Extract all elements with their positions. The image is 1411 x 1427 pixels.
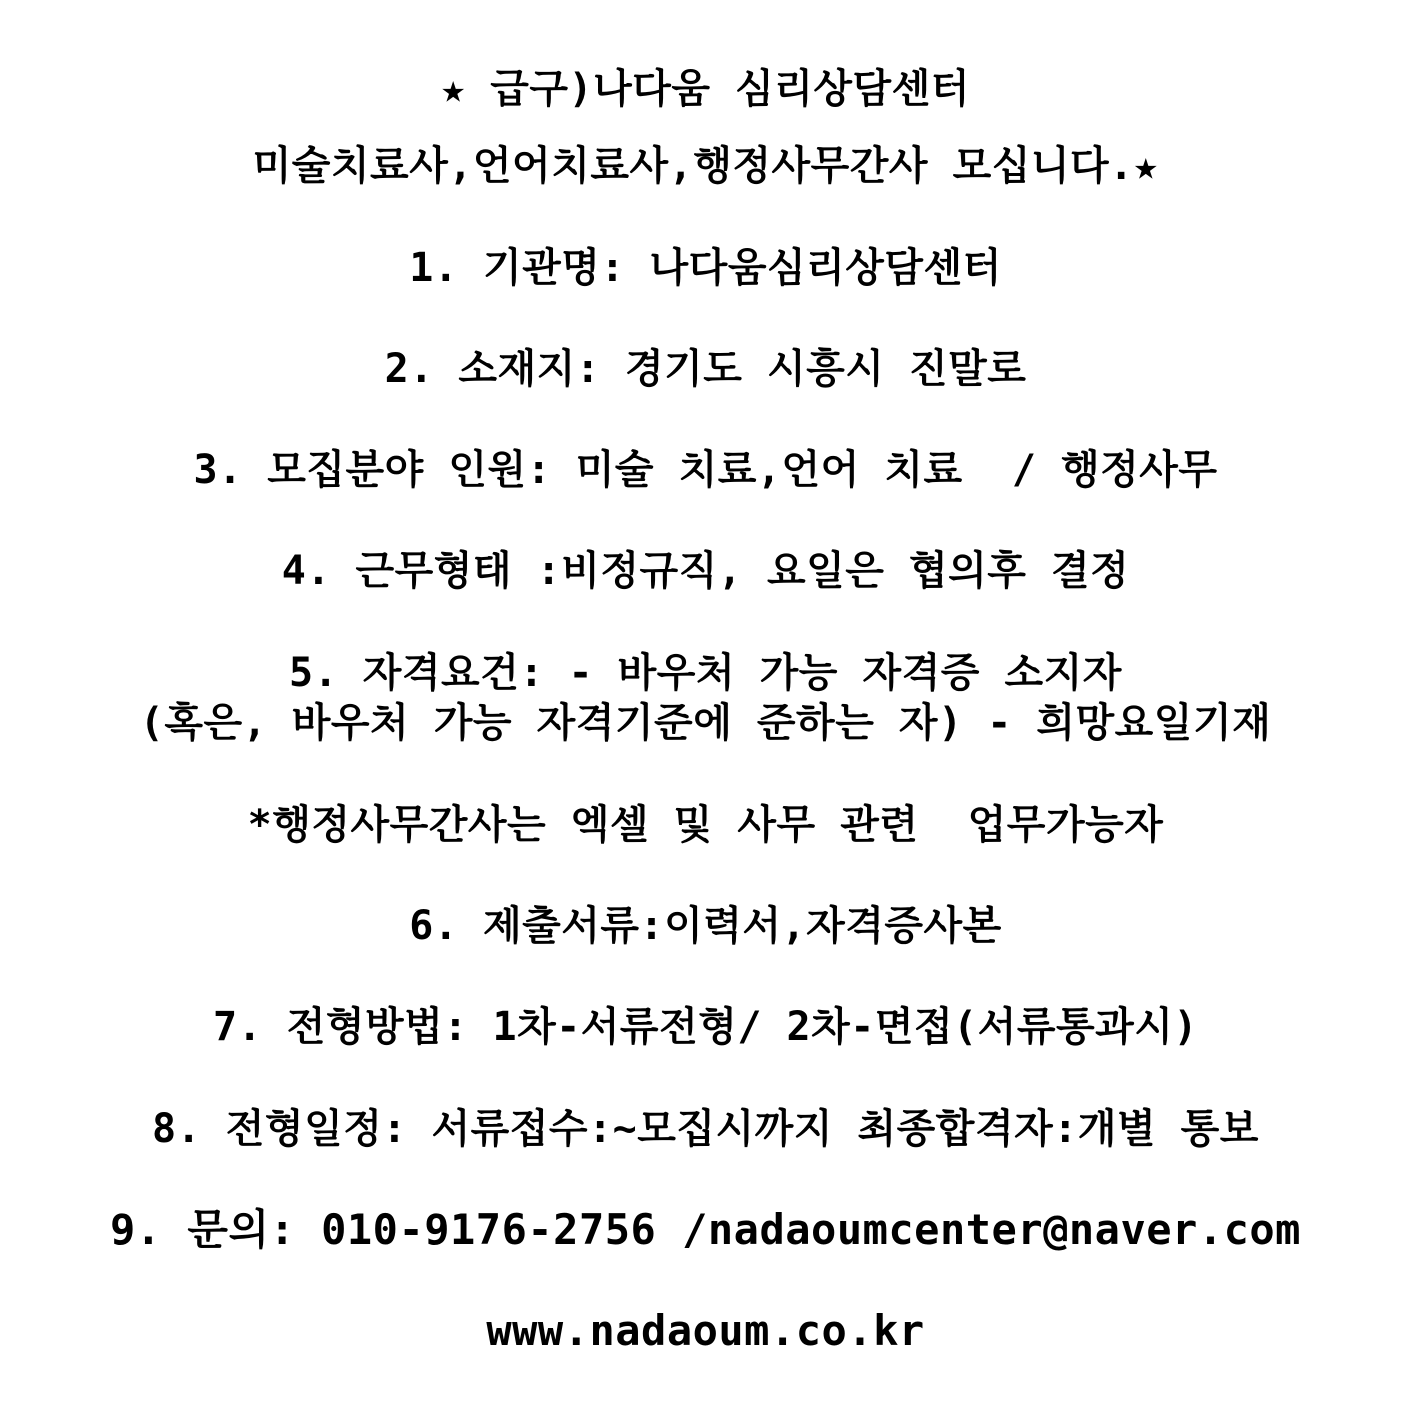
- admin-requirement-note: *행정사무간사는 엑셀 및 사무 관련 업무가능자: [247, 802, 1164, 848]
- item-recruit-fields: 3. 모집분야 인원: 미술 치료,언어 치료 / 행정사무: [193, 447, 1218, 493]
- item-qualification: 5. 자격요건: - 바우처 가능 자격증 소지자: [289, 650, 1122, 696]
- item-work-type: 4. 근무형태 :비정규직, 요일은 협의후 결정: [281, 548, 1130, 594]
- item-documents: 6. 제출서류:이력서,자격증사본: [409, 903, 1002, 949]
- item-organization: 1. 기관명: 나다움심리상담센터: [409, 245, 1002, 291]
- notice-title-line-1: ★ 급구)나다움 심리상담센터: [441, 66, 970, 112]
- website-url: www.nadaoum.co.kr: [486, 1306, 925, 1355]
- item-schedule: 8. 전형일정: 서류접수:~모집시까지 최종합격자:개별 통보: [152, 1106, 1259, 1152]
- item-location: 2. 소재지: 경기도 시흥시 진말로: [384, 346, 1027, 392]
- item-qualification-detail: (혹은, 바우처 가능 자격기준에 준하는 자) - 희망요일기재: [139, 700, 1272, 746]
- item-contact: 9. 문의: 010-9176-2756 /nadaoumcenter@naver.com: [110, 1205, 1301, 1254]
- item-selection-method: 7. 전형방법: 1차-서류전형/ 2차-면접(서류통과시): [213, 1004, 1198, 1050]
- notice-title-line-2: 미술치료사,언어치료사,행정사무간사 모십니다.★: [252, 143, 1159, 189]
